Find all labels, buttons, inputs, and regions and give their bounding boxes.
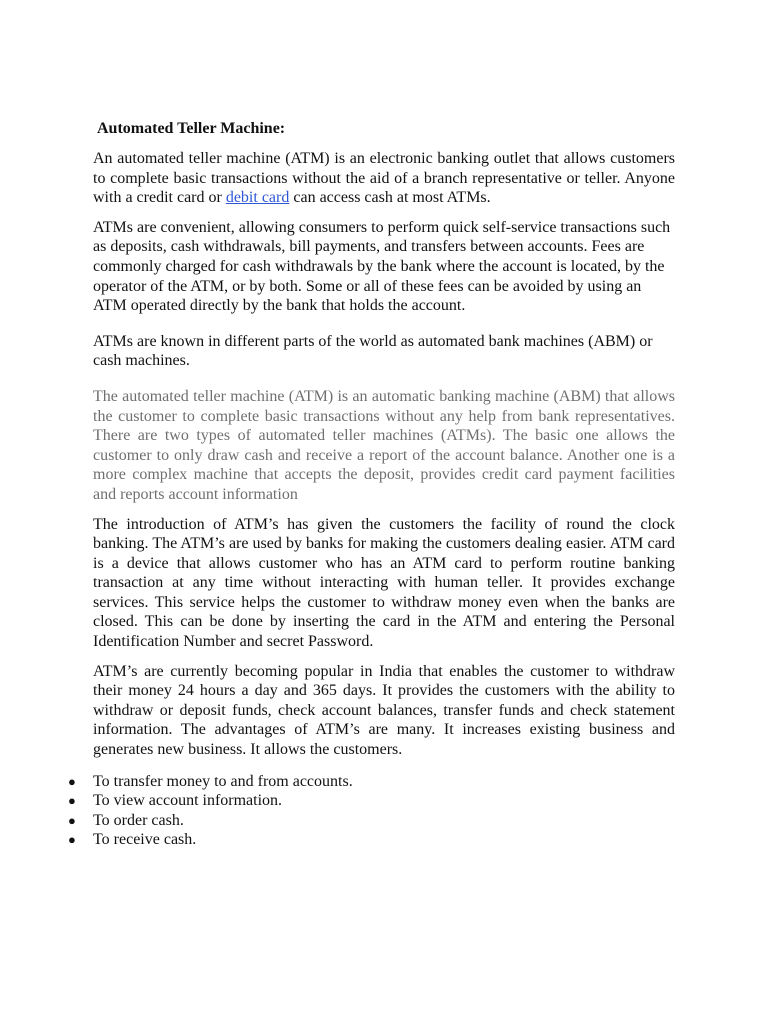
paragraph-atm-types: The automated teller machine (ATM) is an automatic banking machine (ABM) that allows the customer to complete basic transactions without any help from bank representatives. There are two types of automated teller machines (ATMs). The basic one allows the customer to only draw cash and receive a report of the account balance. Another one is a more complex machine that accepts the deposit, provides credit card payment facilities and reports account information [93, 387, 675, 503]
document-title: Automated Teller Machine: [97, 120, 286, 137]
list-item [68, 811, 675, 831]
paragraph-atm-names: ATMs are known in different parts of the world as automated bank machines (ABM) or cash machines. [93, 332, 653, 370]
paragraph-atm-definition [93, 149, 675, 208]
paragraph-atm-definition-text-before: An automated teller machine (ATM) is an electronic banking outlet that allows customers to complete basic transactions without the aid of a branch representative or teller. Anyone with a credit card or [93, 150, 675, 207]
paragraph-atm-india: ATM’s are currently becoming popular in India that enables the customer to withdraw their money 24 hours a day and 365 days. It provides the customers with the ability to withdraw or deposit funds, check account balances, transfer funds and check statement information. The advantages of ATM’s are many. It increases existing business and generates new business. It allows the customers. [93, 662, 675, 759]
bullet-icon: ● [68, 793, 76, 809]
list-item [68, 830, 675, 850]
advantages-list [68, 772, 675, 850]
bullet-icon: ● [68, 812, 76, 828]
document-body [68, 119, 675, 850]
paragraph-atm-introduction: The introduction of ATM’s has given the customers the facility of round the clock banking. The ATM’s are used by banks for making the customers dealing easier. ATM card is a device that allows customer who has an ATM card to perform routine banking transaction at any time without interacting with human teller. It provides exchange services. This service helps the customer to withdraw money even when the banks are closed. This can be done by inserting the card in the ATM and entering the Personal Identification Number and secret Password. [93, 515, 675, 651]
list-item-text: To view account information. [93, 792, 283, 810]
paragraph-atm-convenience: ATMs are convenient, allowing consumers to perform quick self-service transactions such as deposits, cash withdrawals, bill payments, and transfers between accounts. Fees are commonly charged for cash withdrawals by the bank where the account is located, by the operator of the ATM, or by both. Some or all of these fees can be avoided by using an ATM operated directly by the bank that holds the account. [93, 218, 671, 315]
bullet-icon: ● [68, 773, 76, 789]
bullet-icon: ● [68, 832, 76, 848]
list-item-text: To order cash. [93, 811, 184, 829]
list-item-text: To receive cash. [93, 831, 197, 849]
list-item [68, 791, 675, 811]
debit-card-link[interactable]: debit card [225, 189, 290, 207]
list-item [68, 772, 675, 792]
list-item-text: To transfer money to and from accounts. [93, 772, 353, 790]
paragraph-atm-definition-text-after: can access cash at most ATMs. [289, 189, 491, 207]
